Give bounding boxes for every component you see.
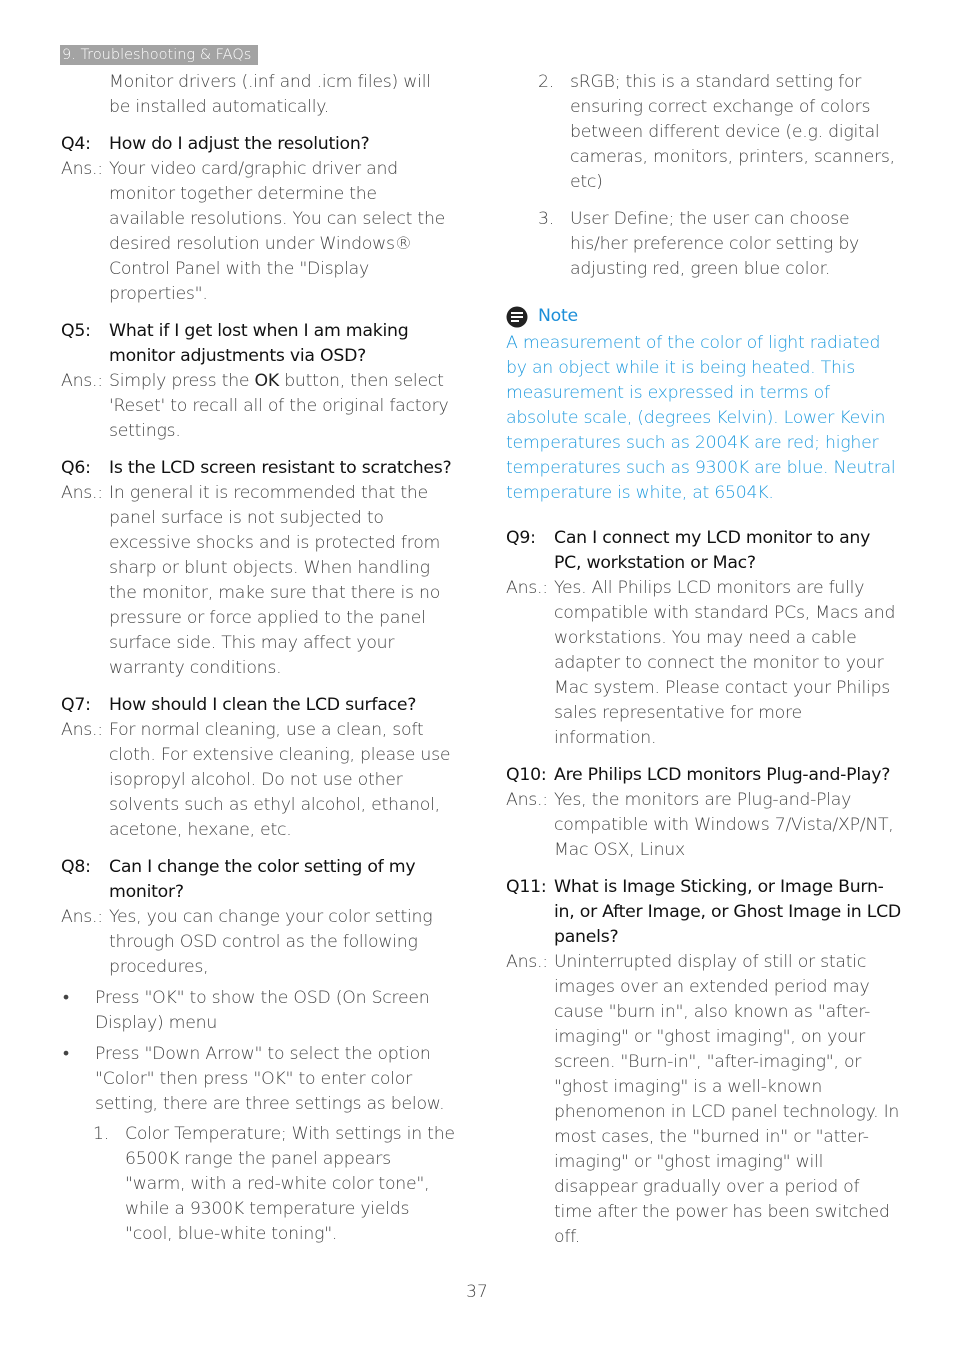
left-column [61,70,456,1247]
answer-q7: Ans.: For normal cleaning, use a clean, soft cloth. For extensive cleaning, please use isopropyl alcohol. Do not use other solvents such as ethyl alcohol, ethanol, acetone, hexane, etc. [61,720,451,840]
question-q10: Q10: Are Philips LCD monitors Plug-and-Play? [506,765,891,785]
page-number: 37 [466,1282,488,1302]
answer-q10: Ans.: Yes, the monitors are Plug-and-Play compatible with Windows 7/Vista/XP/NT, Mac OSX, Linux [506,790,894,860]
numbered-item-2: 2. sRGB; this is a standard setting for ensuring correct exchange of colors between different device (e.g. digital cameras, monitors, printers, scanners, etc) [538,72,895,192]
continued-text: Monitor drivers (.inf and .icm files) will be installed automatically. [109,72,431,117]
answer-q11: Ans.: Uninterrupted display of still or static images over an extended period may cause "burn in", also known as "after-imaging" or "ghost imaging", on your screen. "Burn-in", "after-imaging", or "ghost imaging" is a well-known phenomenon in LCD panel technology. In most cases, the "burned in" or "atter-imaging" or "ghost imaging" will disappear gradually over a period of time after the power has been switched off. [506,952,900,1247]
section-header: 9. Troubleshooting & FAQs [60,45,258,65]
note-heading [506,304,901,329]
note-title: Note [538,306,578,326]
numbered-item-3: 3. User Define; the user can choose his/her preference color setting by adjusting red, green blue color. [538,209,860,279]
question-q8: Q8: Can I change the color setting of my monitor? [61,857,416,902]
answer-q6: Ans.: In general it is recommended that the panel surface is not subjected to excessive shocks and is protected from sharp or blunt objects. When handling the monitor, make sure that there is no pressure or force applied to the panel surface side. This may affect your warranty conditions. [61,483,441,678]
answer-q4: Ans.: Your video card/graphic driver and monitor together determine the available resolutions. You can select the desired resolution under Windows® Control Panel with the "Display properties". [61,159,446,304]
question-q7: Q7: How should I clean the LCD surface? [61,695,417,715]
note-icon [506,306,528,328]
question-q4: Q4: How do I adjust the resolution? [61,134,370,154]
question-q11: Q11: What is Image Sticking, or Image Burn-in, or After Image, or Ghost Image in LCD panels? [506,877,901,947]
answer-q9: Ans.: Yes. All Philips LCD monitors are fully compatible with standard PCs, Macs and workstations. You may need a cable adapter to connect the monitor to your Mac system. Please contact your Philips sales representative for more information. [506,578,896,748]
answer-q8: Ans.: Yes, you can change your color setting through OSD control as the following procedures, [61,907,433,977]
note-text: A measurement of the color of light radiated by an object while it is being heated. This measurement is expressed in terms of absolute scale, (degrees Kelvin). Lower Kevin temperatures such as 2004K are red; higher temperatures such as 9300K are blue. Neutral temperature is white, at 6504K. [506,333,896,503]
question-q6: Q6: Is the LCD screen resistant to scratches? [61,458,452,478]
bullet-item: • Press "OK" to show the OSD (On Screen Display) menu [63,988,430,1033]
question-q5: Q5: What if I get lost when I am making monitor adjustments via OSD? [61,321,409,366]
ok-keyword: OK [254,371,279,391]
right-column [506,70,901,1250]
bullet-item: • Press "Down Arrow" to select the option "Color" then press "OK" to enter color setting, there are three settings as below. [63,1044,445,1114]
numbered-item-1: 1. Color Temperature; With settings in the 6500K range the panel appears "warm, with a red-white color tone", while a 9300K temperature yields "cool, blue-white toning". [93,1124,455,1244]
answer-q5: Ans.: Simply press the OK button, then select 'Reset' to recall all of the original factory settings. [61,371,449,441]
question-q9: Q9: Can I connect my LCD monitor to any PC, workstation or Mac? [506,528,871,573]
